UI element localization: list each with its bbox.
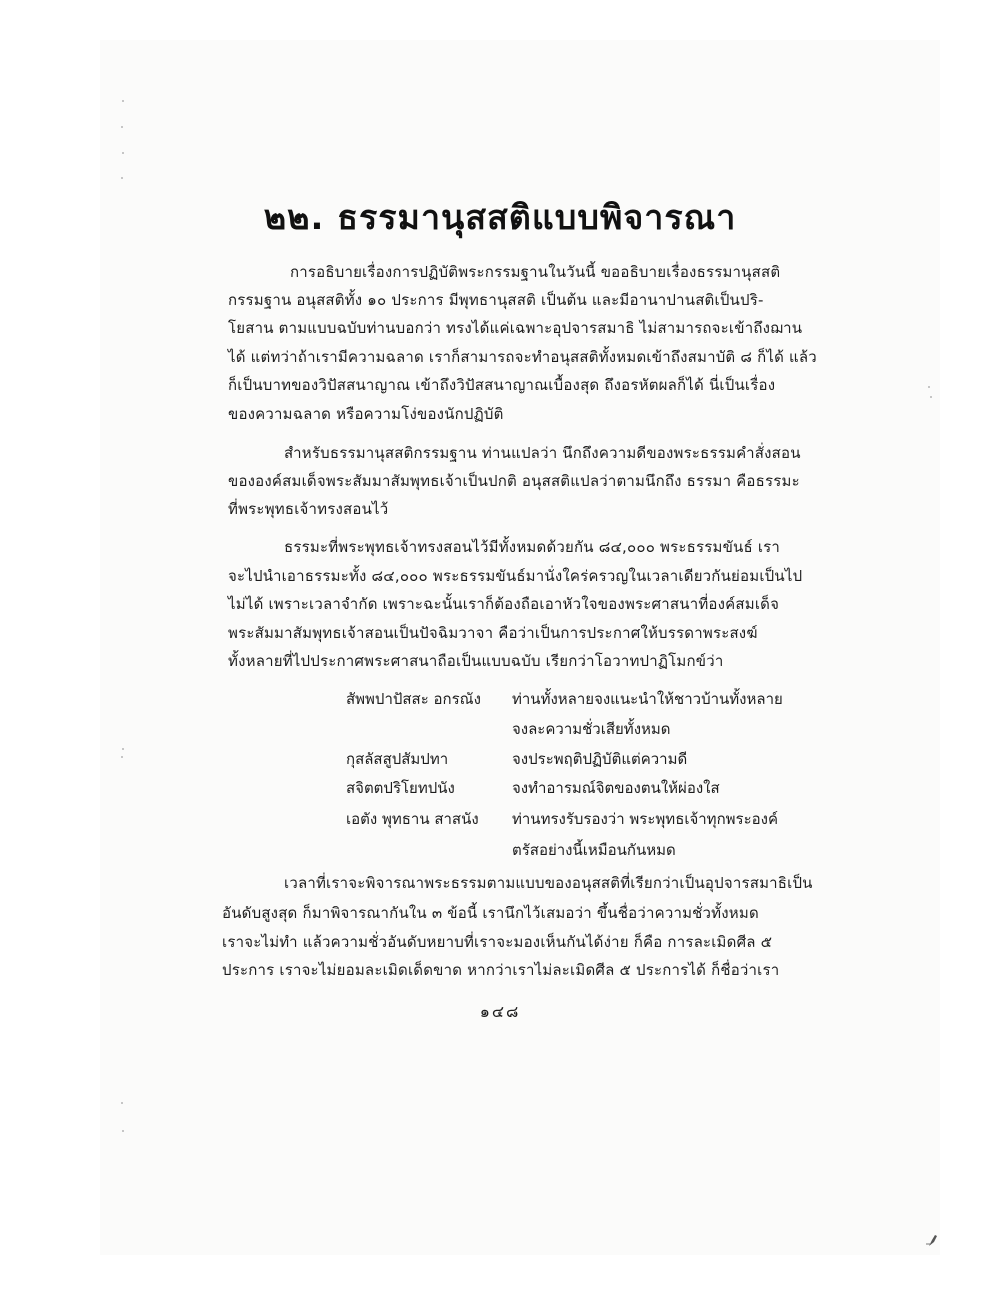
text-line: พระสัมมาสัมพุทธเจ้าสอนเป็นปัจฉิมวาจา คือว่าเป็นการประกาศให้บรรดาพระสงฆ์ xyxy=(228,624,758,642)
scan-speck xyxy=(122,152,124,154)
text-line: จะไปนำเอาธรรมะทั้ง ๘๔,๐๐๐ พระธรรมขันธ์มานั่งใคร่ครวญในเวลาเดียวกันย่อมเป็นไป xyxy=(228,567,803,585)
scan-speck xyxy=(122,748,124,750)
scan-speck xyxy=(121,756,123,758)
text-line: สำหรับธรรมานุสสติกรรมฐาน ท่านแปลว่า นึกถึงความดีของพระธรรมคำสั่งสอน xyxy=(284,444,801,462)
text-line: กรรมฐาน อนุสสติทั้ง ๑๐ ประการ มีพุทธานุสสติ เป็นต้น และมีอานาปานสติเป็นปริ- xyxy=(228,291,764,309)
verse-thai: จงประพฤติปฏิบัติแต่ความดี xyxy=(512,750,688,768)
text-line: ทั้งหลายที่ไปประกาศพระศาสนาถือเป็นแบบฉบับ เรียกว่าโอวาทปาฏิโมกข์ว่า xyxy=(228,652,724,670)
text-line: เวลาที่เราจะพิจารณาพระธรรมตามแบบของอนุสสติที่เรียกว่าเป็นอุปจารสมาธิเป็น xyxy=(284,874,813,892)
verse-thai: ตรัสอย่างนี้เหมือนกันหมด xyxy=(512,841,676,859)
text-line: โยสาน ตามแบบฉบับท่านบอกว่า ทรงได้แค่เฉพาะอุปจารสมาธิ ไม่สามารถจะเข้าถึงฌาน xyxy=(228,319,803,337)
verse-thai: ท่านทั้งหลายจงแนะนำให้ชาวบ้านทั้งหลาย xyxy=(512,690,783,708)
chapter-title: ๒๒. ธรรมานุสสติแบบพิจารณา xyxy=(263,198,737,238)
text-line: ก็เป็นบาทของวิปัสสนาญาณ เข้าถึงวิปัสสนาญาณเบื้องสุด ถึงอรหัตผลก็ได้ นี่เป็นเรื่อง xyxy=(228,376,776,394)
scan-speck xyxy=(121,126,123,128)
verse-thai: จงทำอารมณ์จิตของตนให้ผ่องใส xyxy=(512,779,720,797)
verse-pali: เอตัง พุทธาน สาสนัง xyxy=(346,810,479,828)
pen-mark-icon xyxy=(926,1232,940,1248)
text-line: เราจะไม่ทำ แล้วความชั่วอันดับหยาบที่เราจะมองเห็นกันได้ง่าย ก็คือ การละเมิดศีล ๕ xyxy=(222,933,773,951)
page-number: ๑๔๘ xyxy=(479,1002,521,1021)
scan-speck xyxy=(121,177,123,179)
verse-pali: สจิตตปริโยทปนัง xyxy=(346,779,455,797)
scan-speck xyxy=(122,100,124,102)
verse-thai: จงละความชั่วเสียทั้งหมด xyxy=(512,720,671,738)
text-line: ธรรมะที่พระพุทธเจ้าทรงสอนไว้มีทั้งหมดด้วยกัน ๘๔,๐๐๐ พระธรรมขันธ์ เรา xyxy=(284,538,781,556)
verse-thai: ท่านทรงรับรองว่า พระพุทธเจ้าทุกพระองค์ xyxy=(512,810,779,828)
text-line: การอธิบายเรื่องการปฏิบัติพระกรรมฐานในวันนี้ ขออธิบายเรื่องธรรมานุสสติ xyxy=(290,263,781,281)
text-line: อันดับสูงสุด ก็มาพิจารณากันใน ๓ ข้อนี้ เรานึกไว้เสมอว่า ขึ้นชื่อว่าความชั่วทั้งหมด xyxy=(222,904,759,922)
scan-speck xyxy=(928,386,930,388)
scan-speck xyxy=(121,1102,123,1104)
verse-pali: กุสลัสสูปสัมปทา xyxy=(346,750,449,768)
text-line: ที่พระพุทธเจ้าทรงสอนไว้ xyxy=(228,500,389,518)
text-line: ไม่ได้ เพราะเวลาจำกัด เพราะฉะนั้นเราก็ต้องถือเอาหัวใจของพระศาสนาที่องค์สมเด็จ xyxy=(228,595,780,613)
scan-speck xyxy=(122,1130,124,1132)
text-line: ได้ แต่ทว่าถ้าเรามีความฉลาด เราก็สามารถจะทำอนุสสติทั้งหมดเข้าถึงสมาบัติ ๘ ก็ได้ แล้ว xyxy=(228,348,817,366)
scan-speck xyxy=(930,396,932,398)
text-line: ขององค์สมเด็จพระสัมมาสัมพุทธเจ้าเป็นปกติ อนุสสติแปลว่าตามนึกถึง ธรรมา คือธรรมะ xyxy=(228,472,800,490)
text-line: ประการ เราจะไม่ยอมละเมิดเด็ดขาด หากว่าเราไม่ละเมิดศีล ๕ ประการได้ ก็ชื่อว่าเรา xyxy=(222,961,780,979)
text-line: ของความฉลาด หรือความโง่ของนักปฏิบัติ xyxy=(228,405,504,423)
verse-pali: สัพพปาปัสสะ อกรณัง xyxy=(346,690,481,708)
